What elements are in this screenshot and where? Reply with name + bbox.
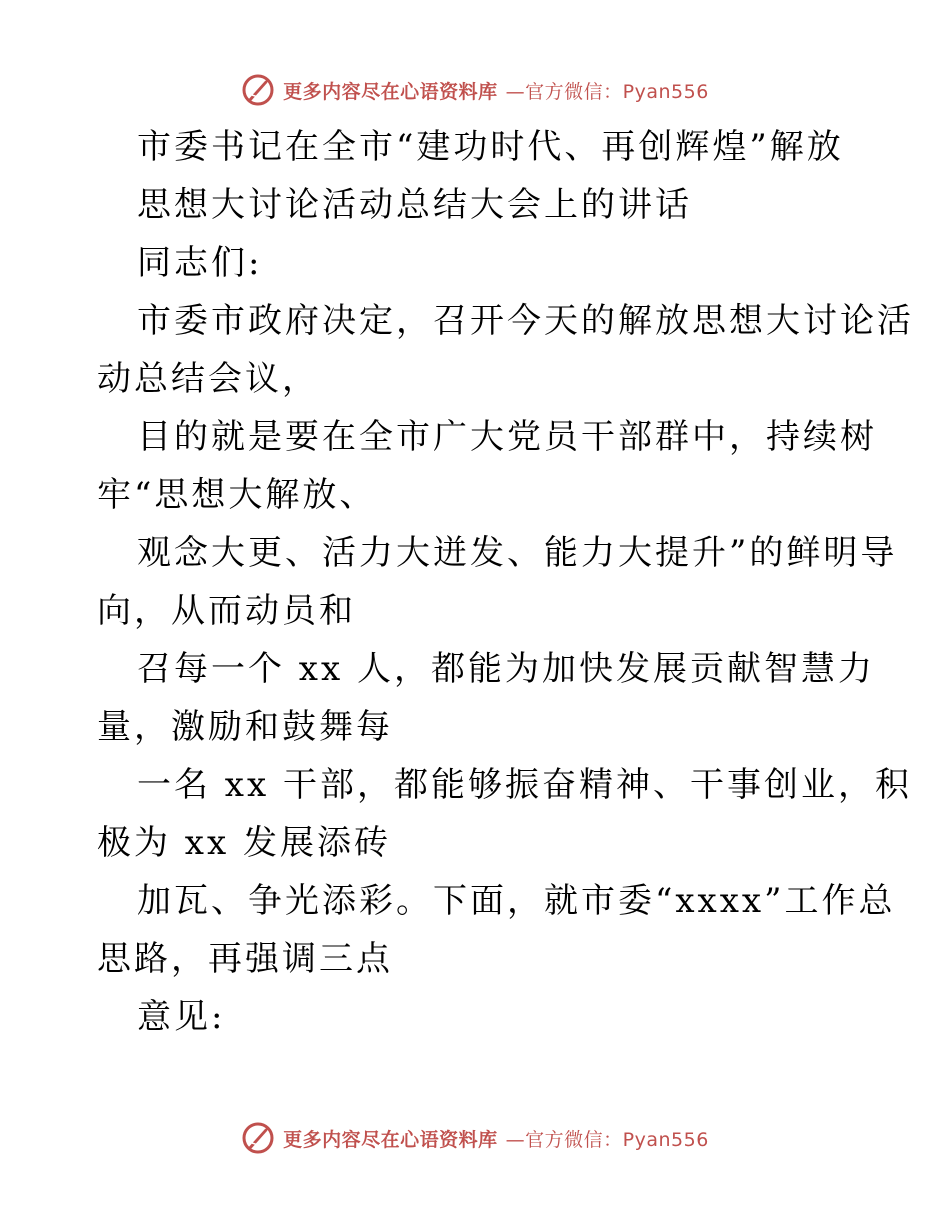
document-line: 量，激励和鼓舞每 (97, 707, 393, 747)
document-line: 目的就是要在全市广大党员干部群中，持续树 (137, 417, 877, 457)
document-line: 思想大讨论活动总结大会上的讲话 (137, 185, 692, 225)
watermark-contact: —官方微信：Pyan556 (505, 1128, 709, 1151)
document-line: 牢“思想大解放、 (97, 475, 377, 515)
document-line: 极为 xx 发展添砖 (97, 823, 391, 863)
document-line: 市委市政府决定，召开今天的解放思想大讨论活 (137, 301, 914, 341)
watermark-brand: 更多内容尽在心语资料库 (283, 1128, 498, 1151)
document-line: 思路，再强调三点 (97, 939, 393, 979)
document-line: 同志们: (137, 243, 263, 283)
quill-circle-icon (241, 73, 275, 107)
document-line: 观念大更、活力大迸发、能力大提升”的鲜明导 (137, 533, 898, 573)
quill-circle-icon (241, 1121, 275, 1155)
document-body (97, 118, 914, 1046)
document-line: 加瓦、争光添彩。下面，就市委“xxxx”工作总 (137, 881, 896, 921)
document-line: 召每一个 xx 人，都能为加快发展贡献智慧力 (137, 649, 875, 689)
document-line: 市委书记在全市“建功时代、再创辉煌”解放 (137, 127, 844, 167)
header-watermark (0, 70, 950, 110)
watermark-brand: 更多内容尽在心语资料库 (283, 80, 498, 103)
document-line: 向，从而动员和 (97, 591, 356, 631)
document-line: 动总结会议， (97, 359, 319, 399)
watermark-contact: —官方微信：Pyan556 (505, 80, 709, 103)
document-line: 意见: (137, 997, 226, 1037)
document-line: 一名 xx 干部，都能够振奋精神、干事创业，积 (137, 765, 912, 805)
footer-watermark (0, 1118, 950, 1158)
